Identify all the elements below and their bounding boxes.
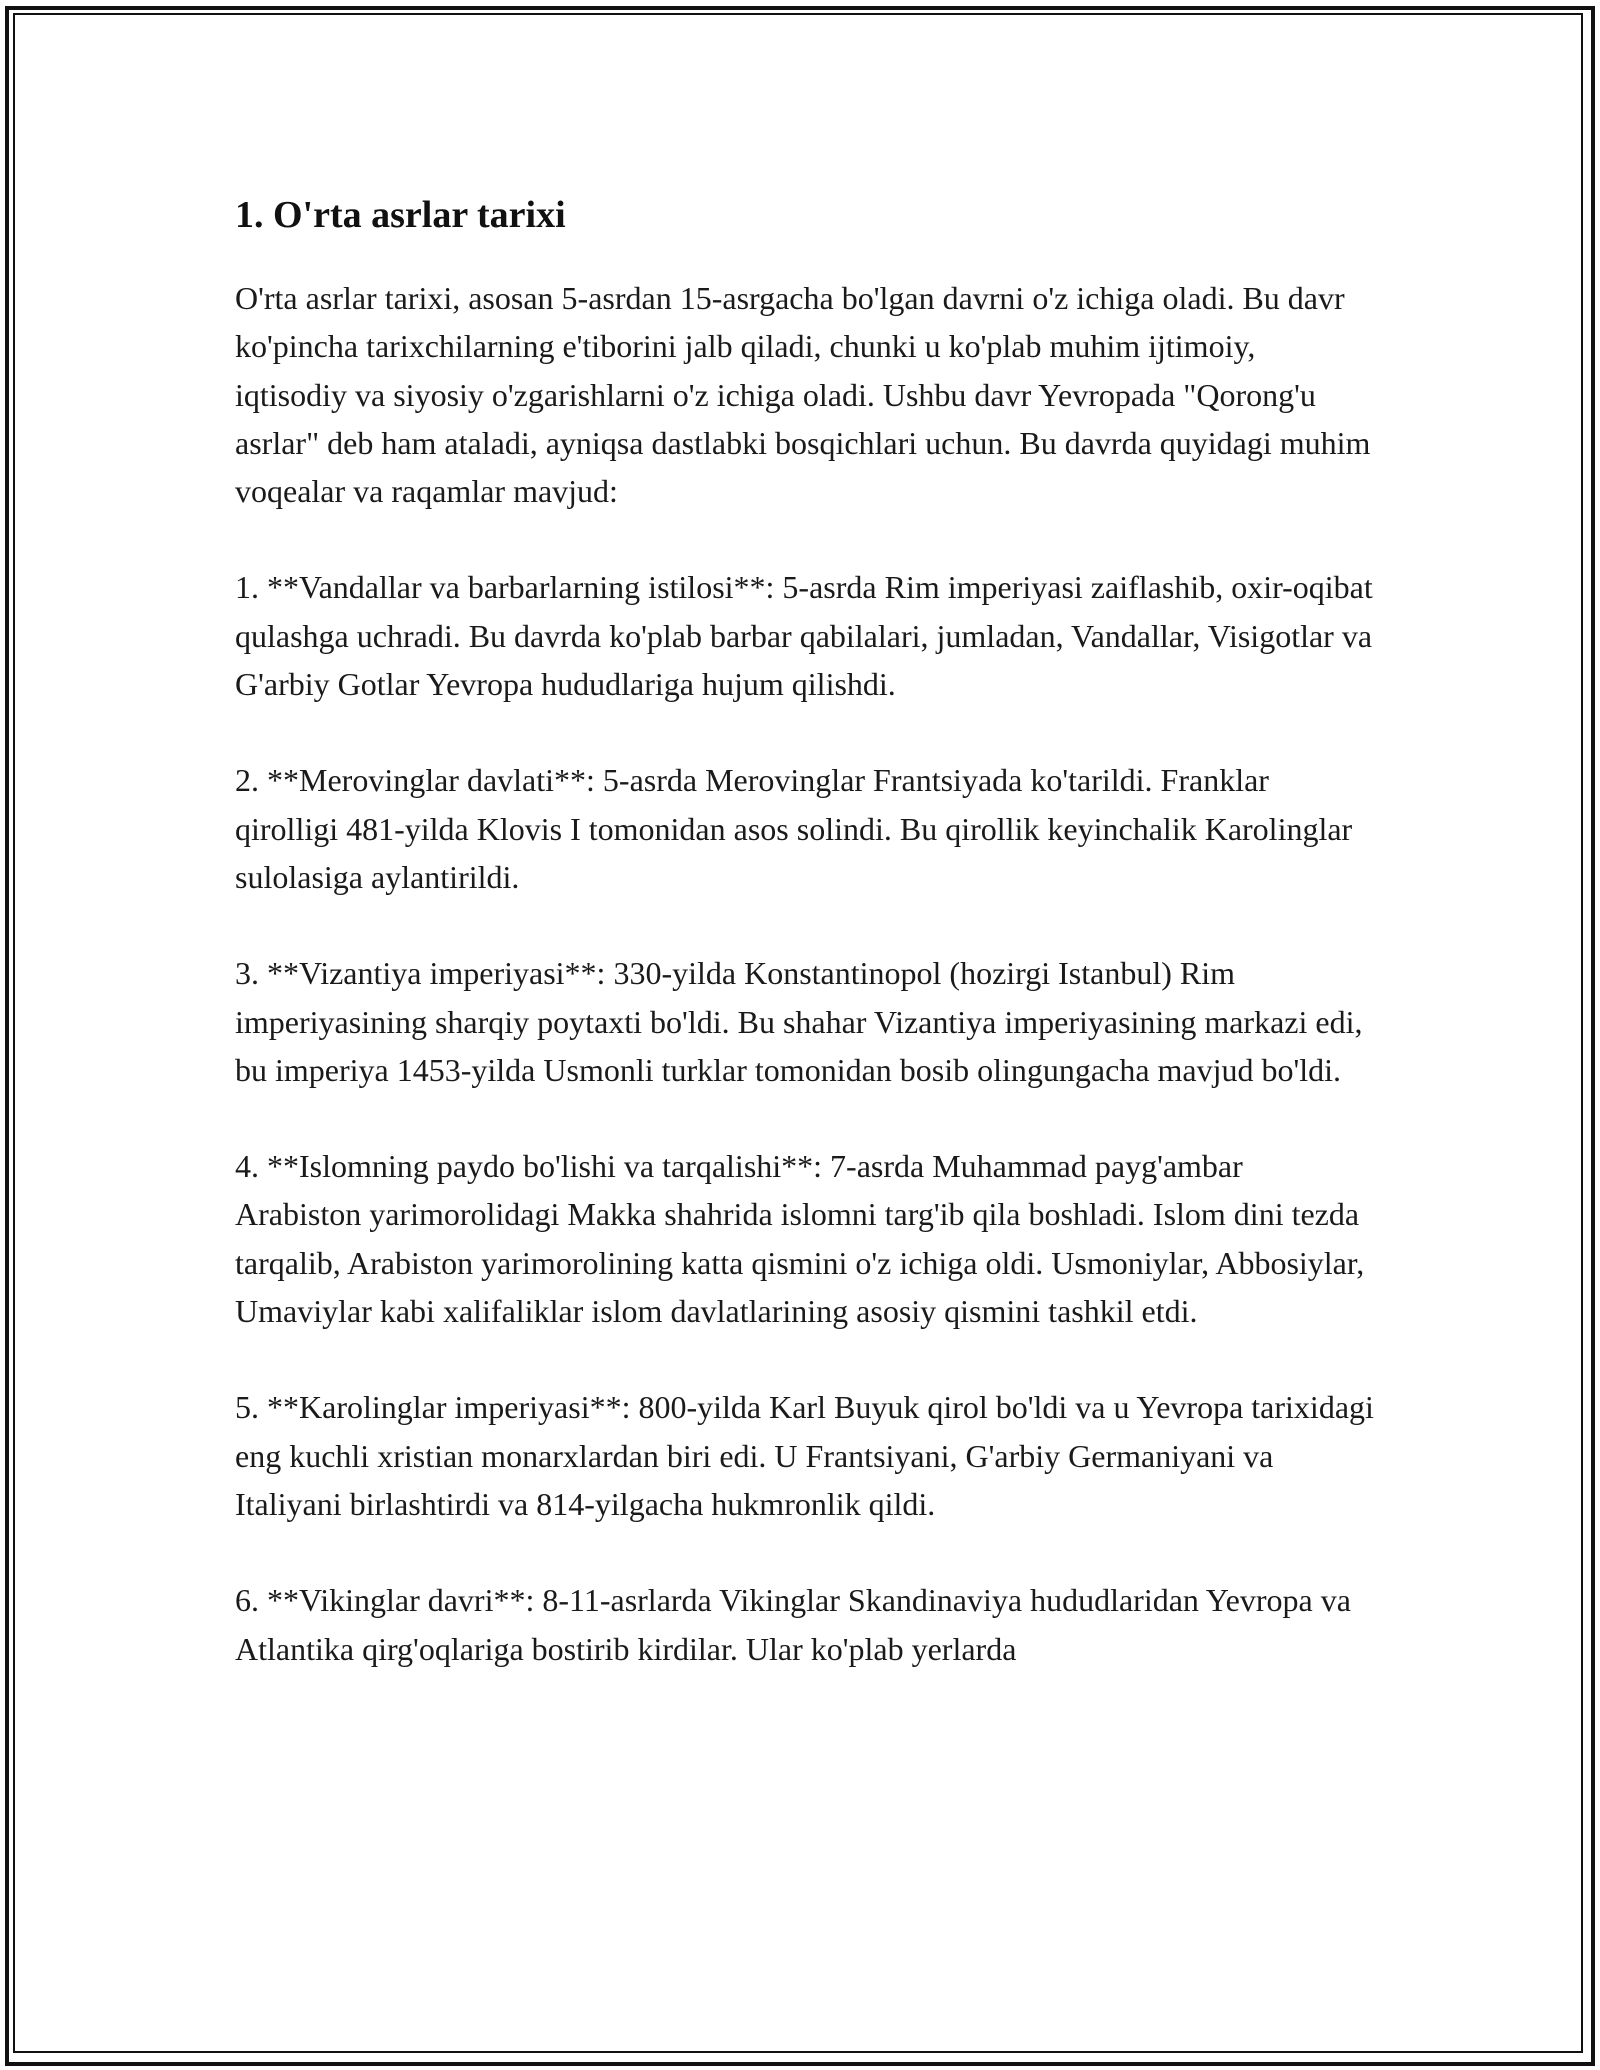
list-item-vandals: 1. **Vandallar va barbarlarning istilosi**: 5-asrda Rim imperiyasi zaiflashib, oxir-oqibat qulashga uchradi. Bu davrda ko'plab barbar qabilalari, jumladan, Vandallar, Visigotlar va G'arbiy Gotlar Yevropa hududlariga hujum qilishdi.	[235, 569, 1373, 703]
list-item-carolingian: 5. **Karolinglar imperiyasi**: 800-yilda Karl Buyuk qirol bo'ldi va u Yevropa tarixidagi eng kuchli xristian monarxlardan biri edi. U Frantsiyani, G'arbiy Germaniyani va Italiyani birlashtirdi va 814-yilgacha hukmronlik qildi.	[235, 1389, 1374, 1522]
document-body	[235, 188, 1375, 1721]
list-item-merovingians: 2. **Merovinglar davlati**: 5-asrda Merovinglar Frantsiyada ko'tarildi. Franklar qirolligi 481-yilda Klovis I tomonidan asos solindi. Bu qirollik keyinchalik Karolinglar sulolasiga aylantirildi.	[235, 762, 1353, 895]
intro-paragraph: O'rta asrlar tarixi, asosan 5-asrdan 15-asrgacha bo'lgan davrni o'z ichiga oladi. Bu davr ko'pincha tarixchilarning e'tiborini jalb qiladi, chunki u ko'plab muhim ijtimoiy, iqtisodiy va siyosiy o'zgarishlarni o'z ichiga oladi. Ushbu davr Yevropada "Qorong'u asrlar" deb ham ataladi, ayniqsa dastlabki bosqichlari uchun. Bu davrda quyidagi muhim voqealar va raqamlar mavjud:	[235, 280, 1371, 510]
list-item-islam: 4. **Islomning paydo bo'lishi va tarqalishi**: 7-asrda Muhammad payg'ambar Arabiston yarimorolidagi Makka shahrida islomni targ'ib qila boshladi. Islom dini tezda tarqalib, Arabiston yarimorolining katta qismini o'z ichiga oldi. Usmoniylar, Abbosiylar, Umaviylar kabi xalifaliklar islom davlatlarining asosiy qismini tashkil etdi.	[235, 1148, 1365, 1330]
list-item-vikings: 6. **Vikinglar davri**: 8-11-asrlarda Vikinglar Skandinaviya hududlaridan Yevropa va Atlantika qirg'oqlariga bostirib kirdilar. Ular ko'plab yerlarda	[235, 1582, 1351, 1667]
page-title: 1. O'rta asrlar tarixi	[235, 194, 566, 236]
list-item-byzantine: 3. **Vizantiya imperiyasi**: 330-yilda Konstantinopol (hozirgi Istanbul) Rim imperiyasining sharqiy poytaxti bo'ldi. Bu shahar Vizantiya imperiyasining markazi edi, bu imperiya 1453-yilda Usmonli turklar tomonidan bosib olingungacha mavjud bo'ldi.	[235, 955, 1363, 1088]
